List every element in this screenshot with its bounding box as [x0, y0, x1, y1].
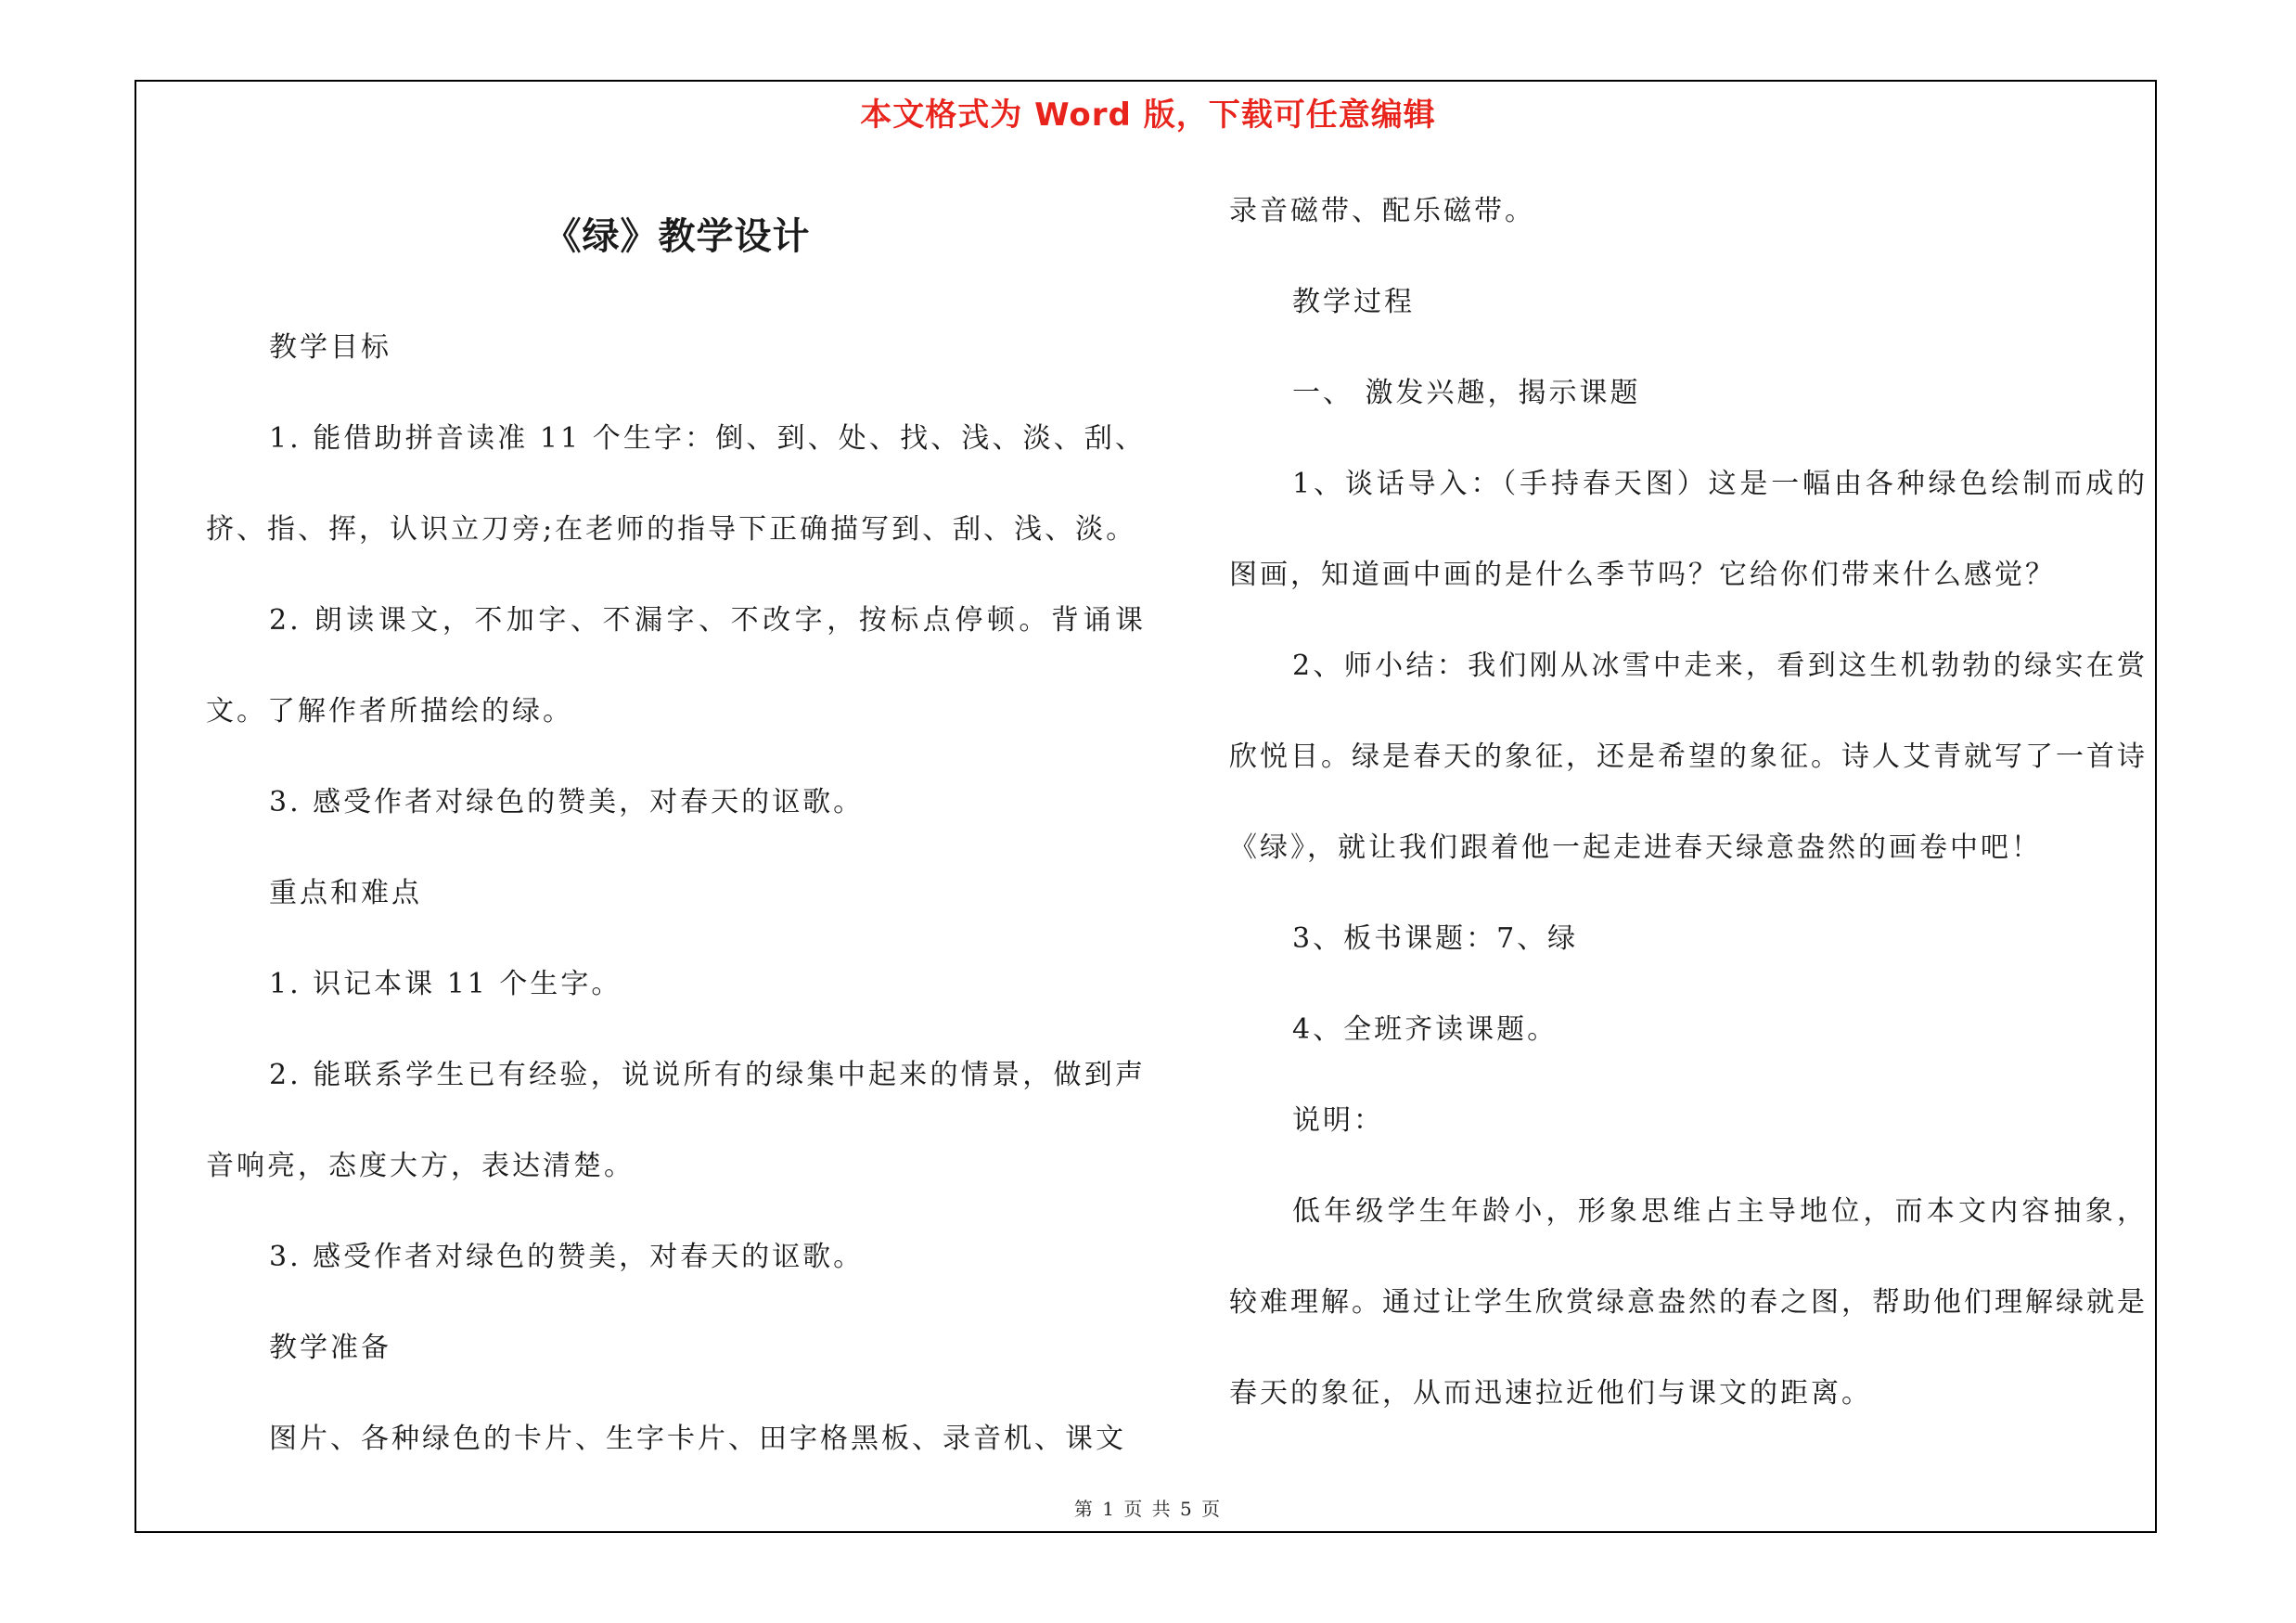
right-column [1229, 166, 2148, 1439]
preparation-text: 图片、各种绿色的卡片、生字卡片、田字格黑板、录音机、课文 [269, 1423, 1126, 1455]
note-text: 低年级学生年龄小，形象思维占主导地位，而本文内容抽象，较难理解。通过让学生欣赏绿意盎然的春之图，帮助他们理解绿就是春天的象征，从而迅速拉近他们与课文的距离。 [1229, 1195, 2148, 1410]
process-item-1: 1、谈话导入：（手持春天图）这是一幅由各种绿色绘制而成的图画，知道画中画的是什么季节吗？它给你们带来什么感觉？ [1229, 468, 2148, 591]
process-item-2: 2、师小结：我们刚从冰雪中走来，看到这生机勃勃的绿实在赏欣悦目。绿是春天的象征，还是希望的象征。诗人艾青就写了一首诗《绿》，就让我们跟着他一起走进春天绿意盎然的画卷中吧！ [1229, 650, 2148, 864]
objective-3: 3. 感受作者对绿色的赞美，对春天的讴歌。 [269, 786, 865, 818]
note-label: 说明： [1292, 1104, 1384, 1137]
key-point-3: 3. 感受作者对绿色的赞美，对春天的讴歌。 [269, 1241, 865, 1273]
section-heading-preparation: 教学准备 [269, 1332, 391, 1364]
left-column [206, 303, 1146, 1485]
section-heading-key-points: 重点和难点 [269, 877, 422, 909]
preparation-continued: 录音磁带、配乐磁带。 [1229, 195, 1535, 227]
process-step-heading: 一、 激发兴趣，揭示课题 [1292, 377, 1641, 409]
section-heading-process: 教学过程 [1292, 286, 1415, 318]
key-point-1: 1. 识记本课 11 个生字。 [269, 968, 622, 1000]
key-point-2: 2. 能联系学生已有经验，说说所有的绿集中起来的情景，做到声音响亮，态度大方，表达清楚。 [206, 1059, 1146, 1182]
process-item-3: 3、板书课题：7、绿 [1292, 922, 1579, 955]
page-number-footer: 第 1 页 共 5 页 [1073, 1498, 1223, 1520]
objective-1: 1. 能借助拼音读准 11 个生字：倒、到、处、找、浅、淡、刮、挤、指、挥，认识立刀旁;在老师的指导下正确描写到、刮、浅、淡。 [206, 422, 1146, 546]
edit-notice-banner: 本文格式为 Word 版，下载可任意编辑 [860, 97, 1436, 134]
section-heading-objectives: 教学目标 [269, 331, 391, 364]
document-title: 《绿》教学设计 [544, 215, 811, 258]
process-item-4: 4、全班齐读课题。 [1292, 1013, 1558, 1046]
objective-2: 2. 朗读课文，不加字、不漏字、不改字，按标点停顿。背诵课文。了解作者所描绘的绿。 [206, 604, 1146, 728]
